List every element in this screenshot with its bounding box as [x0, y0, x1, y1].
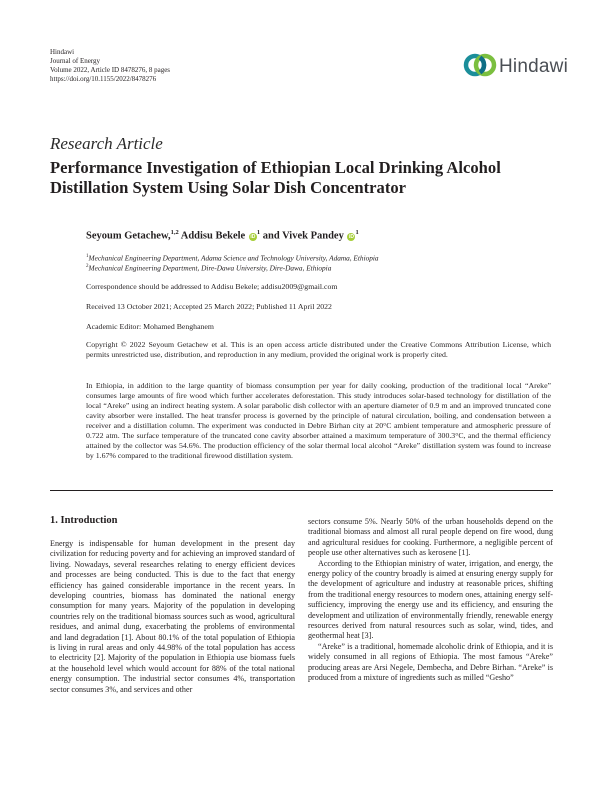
- paragraph: Energy is indispensable for human development in the present day civilization for reducing poverty and for achieving an improved standard of living. Nowadays, several researches relating to energy efficient devices and processes are being conducted. This is due to the fact that energy efficiency has gained considerable importance in the recent years. In developing countries, biomass has dominated the national energy consumption for many years. Majority of the population in developing countries rely on the traditional biomass sources such as wood, agricultural residues, and animal dung, exacerbating the problems of environmental and land degradation [1]. About 80.1% of the total population of Ethiopia is living in rural areas and only 44.98% of the total population has access to electricity [2]. Majority of the population in Ethiopia use biomass fuels at the household level which would account for 88% of the total national energy consumption. The industrial sector consumes 4%, transportation sector consumes 3%, and services and other: [50, 539, 295, 694]
- author-name: Seyoum Getachew,: [86, 230, 171, 242]
- affiliation-text: Mechanical Engineering Department, Adama Science and Technology University, Adama, Ethiopia: [88, 253, 379, 263]
- correspondence: Correspondence should be addressed to Addisu Bekele; addisu2009@gmail.com: [86, 282, 338, 291]
- section-divider: [50, 490, 553, 491]
- journal-name: Journal of Energy: [50, 57, 101, 65]
- article-type: Research Article: [50, 134, 163, 153]
- affiliation-sup: 1: [86, 254, 89, 259]
- column-left: [50, 539, 295, 695]
- affiliation-1: [86, 252, 379, 262]
- author-sup: 1,2: [170, 229, 179, 236]
- orcid-icon[interactable]: iD: [250, 233, 256, 240]
- doi-link[interactable]: https://doi.org/10.1155/2022/8478276: [50, 75, 157, 83]
- paragraph: sectors consume 5%. Nearly 50% of the urban households depend on the traditional biomass and almost all rural people depend on fire wood, dung and agricultural residues for cooking. Furthermore, a negligible percent of people use other alternatives such as kerosene [1].: [308, 517, 553, 558]
- logo-wordmark: Hindawi: [499, 56, 568, 77]
- author-name: and Vivek Pandey: [260, 230, 344, 242]
- article-title: Performance Investigation of Ethiopian Local Drinking Alcohol Distillation System Using Solar Dish Concentrator: [50, 158, 501, 197]
- affiliation-text: Mechanical Engineering Department, Dire-Dawa University, Dire-Dawa, Ethiopia: [88, 263, 332, 273]
- orcid-icon[interactable]: iD: [348, 233, 354, 240]
- column-right: [308, 517, 553, 684]
- publisher-name: Hindawi: [50, 48, 75, 56]
- author-sup: 1: [355, 229, 359, 236]
- author-name: Addisu Bekele: [178, 230, 246, 242]
- hindawi-logo: [463, 48, 568, 84]
- paragraph: “Areke” is a traditional, homemade alcoholic drink of Ethiopia, and it is widely consumed in all regions of Ethiopia. The most famous “Areke” producing areas are Arsi Negele, Dembecha, and Debre Birhan. “Areke” is produced from a mixture of ingredients such as milled “Gesho”: [308, 641, 553, 683]
- paragraph: According to the Ethiopian ministry of water, irrigation, and energy, the energy policy of the country broadly is aimed at ensuring energy supply for the development of agriculture and industry at reasonable prices, shifting from the traditional energy resources to modern ones, attaining energy self-sufficiency, improving the energy use and its efficiency, and ensuring the development and utilization of environmentally friendly, renewable energy resources derived from natural resources such as solar, wind, tides, and geothermal heat [3].: [308, 558, 553, 641]
- affiliation-2: [86, 262, 331, 272]
- journal-meta: [50, 48, 170, 84]
- copyright-notice: Copyright © 2022 Seyoum Getachew et al. This is an open access article distributed under the Creative Commons Attribution License, which permits unrestricted use, distribution, and reproduction in any medium, provided the original work is properly cited.: [86, 340, 551, 359]
- abstract: In Ethiopia, in addition to the large quantity of biomass consumption per year for daily cooking, production of the traditional local “Areke” consumes large amounts of fire wood which further accelerates deforestation. This study introduces solar-based technology for distillation of the local “Areke” using an indirect heating system. A solar parabolic dish collector with an aperture diameter of 0.9 m and an improved truncated cone cavity absorber were installed. The heat transfer process is governed by the principle of natural circulation, boiling, and condensation between a receiver and a distillation column. The experiment was conducted in Debre Birhan city at 20°C ambient temperature and atmospheric pressure of 0.722 atm. The surface temperature of the truncated cone cavity absorber attained a maximum temperature of 300.3°C, and the thermal efficiency attained by the collector was 54.6%. The production efficiency of the solar thermal local alcohol “Areke” distillation system was found to increase by 1.67% compared to the traditional firewood distillation system.: [86, 381, 551, 460]
- affiliation-sup: 2: [86, 264, 89, 269]
- dates: Received 13 October 2021; Accepted 25 March 2022; Published 11 April 2022: [86, 302, 332, 311]
- author-sup: 1: [256, 229, 261, 236]
- section-heading: 1. Introduction: [50, 515, 118, 526]
- hindawi-logo-icon: [463, 48, 497, 82]
- author-list: [86, 229, 359, 242]
- volume-line: Volume 2022, Article ID 8478276, 8 pages: [50, 66, 171, 74]
- academic-editor: Academic Editor: Mohamed Benghanem: [86, 322, 214, 331]
